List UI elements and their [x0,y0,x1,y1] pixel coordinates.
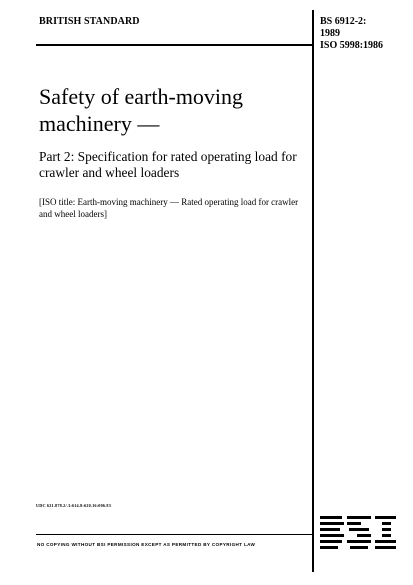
document-subtitle: Part 2: Specification for rated operating load for crawler and wheel loaders [39,149,297,180]
bottom-divider [36,534,312,535]
top-divider [36,44,312,46]
iso-title-note: [ISO title: Earth-moving machinery — Rated operating load for crawler and wheel loaders] [39,197,299,219]
standard-designation [320,16,383,52]
designation-line-2: 1989 [320,28,340,39]
vertical-divider [312,10,314,572]
udc-code: UDC 621.878.2/.3:614.8:620.16:006.83 [36,503,112,508]
bsi-logo [320,514,398,550]
standard-type-label: BRITISH STANDARD [39,16,140,27]
copyright-notice: NO COPYING WITHOUT BSI PERMISSION EXCEPT AS PERMITTED BY COPYRIGHT LAW [37,542,256,547]
document-title: Safety of earth-moving machinery — [39,84,244,136]
designation-line-3: ISO 5998:1986 [320,40,384,51]
designation-line-1: BS 6912-2: [320,16,367,27]
